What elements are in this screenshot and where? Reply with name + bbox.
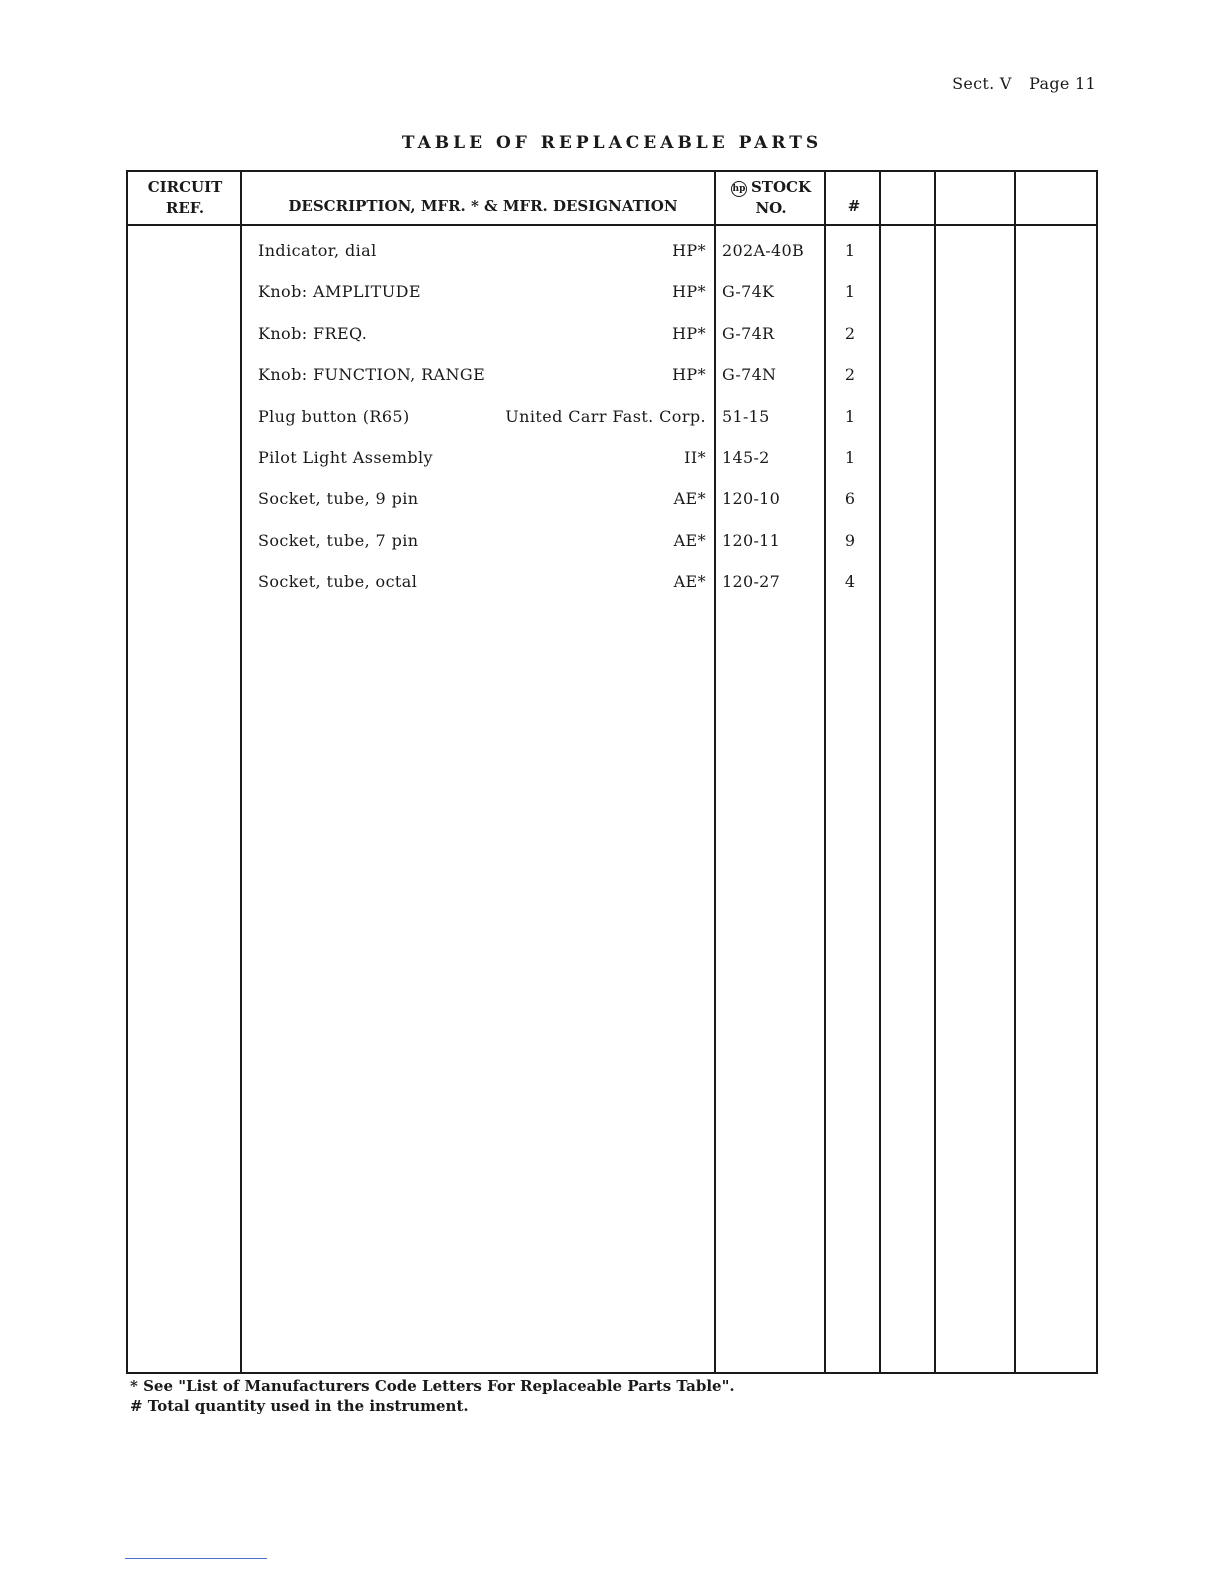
row-qty: 4 — [844, 572, 856, 591]
column-divider-ref — [240, 172, 242, 1372]
row-qty: 1 — [844, 448, 856, 467]
table-row — [128, 446, 1096, 470]
column-divider-qty — [879, 172, 881, 1372]
row-stock: 120-10 — [722, 489, 781, 508]
column-header-circuit-ref — [130, 177, 240, 219]
table-row — [128, 363, 1096, 387]
table-row — [128, 239, 1096, 263]
row-stock: 120-11 — [722, 531, 781, 550]
circuit-ref-line1: CIRCUIT — [147, 178, 223, 196]
column-header-description: DESCRIPTION, MFR. * & MFR. DESIGNATION — [288, 197, 678, 215]
row-qty: 1 — [844, 241, 856, 260]
row-qty: 2 — [844, 365, 856, 384]
row-qty: 9 — [844, 531, 856, 550]
stock-line1: STOCK — [750, 178, 812, 196]
row-mfr: AE* — [673, 489, 706, 508]
table-row — [128, 322, 1096, 346]
hp-logo-icon: hp — [731, 181, 747, 197]
circuit-ref-line2: REF. — [165, 199, 205, 217]
row-stock: G-74K — [722, 282, 775, 301]
row-description: Plug button (R65) — [258, 407, 410, 426]
footer-rule — [125, 1558, 267, 1559]
section-label: Sect. V — [952, 74, 1012, 93]
row-mfr: HP* — [672, 324, 706, 343]
footnotes — [130, 1376, 735, 1416]
row-qty: 1 — [844, 282, 856, 301]
stock-line2: NO. — [755, 199, 787, 217]
table-row — [128, 280, 1096, 304]
table-row — [128, 405, 1096, 429]
page-number: Page 11 — [1029, 74, 1096, 93]
row-mfr: HP* — [672, 365, 706, 384]
footnote-asterisk: * See "List of Manufacturers Code Letters For Replaceable Parts Table". — [130, 1377, 735, 1395]
row-stock: 51-15 — [722, 407, 770, 426]
row-description: Socket, tube, 9 pin — [258, 489, 419, 508]
row-mfr: II* — [684, 448, 706, 467]
row-stock: 120-27 — [722, 572, 781, 591]
row-mfr: United Carr Fast. Corp. — [505, 407, 706, 426]
row-qty: 2 — [844, 324, 856, 343]
column-divider-stock — [824, 172, 826, 1372]
footnote-hash: # Total quantity used in the instrument. — [130, 1397, 469, 1415]
column-header-stock — [716, 177, 826, 219]
parts-table — [126, 170, 1098, 1374]
row-mfr: AE* — [673, 531, 706, 550]
column-divider-desc — [714, 172, 716, 1372]
row-stock: 202A-40B — [722, 241, 805, 260]
row-stock: G-74R — [722, 324, 775, 343]
row-description: Indicator, dial — [258, 241, 377, 260]
table-title: TABLE OF REPLACEABLE PARTS — [401, 133, 823, 153]
row-qty: 1 — [844, 407, 856, 426]
table-row — [128, 529, 1096, 553]
row-description: Knob: FREQ. — [258, 324, 368, 343]
row-description: Pilot Light Assembly — [258, 448, 433, 467]
table-row — [128, 570, 1096, 594]
header-divider — [128, 224, 1096, 226]
row-description: Socket, tube, 7 pin — [258, 531, 419, 550]
row-description: Socket, tube, octal — [258, 572, 418, 591]
row-description: Knob: FUNCTION, RANGE — [258, 365, 486, 384]
row-mfr: AE* — [673, 572, 706, 591]
row-qty: 6 — [844, 489, 856, 508]
row-description: Knob: AMPLITUDE — [258, 282, 421, 301]
column-divider-blank-2 — [1014, 172, 1016, 1372]
row-stock: 145-2 — [722, 448, 770, 467]
page-header — [952, 74, 1096, 93]
table-row — [128, 487, 1096, 511]
column-divider-blank-1 — [934, 172, 936, 1372]
row-mfr: HP* — [672, 282, 706, 301]
column-header-quantity: # — [847, 197, 861, 215]
row-mfr: HP* — [672, 241, 706, 260]
row-stock: G-74N — [722, 365, 777, 384]
